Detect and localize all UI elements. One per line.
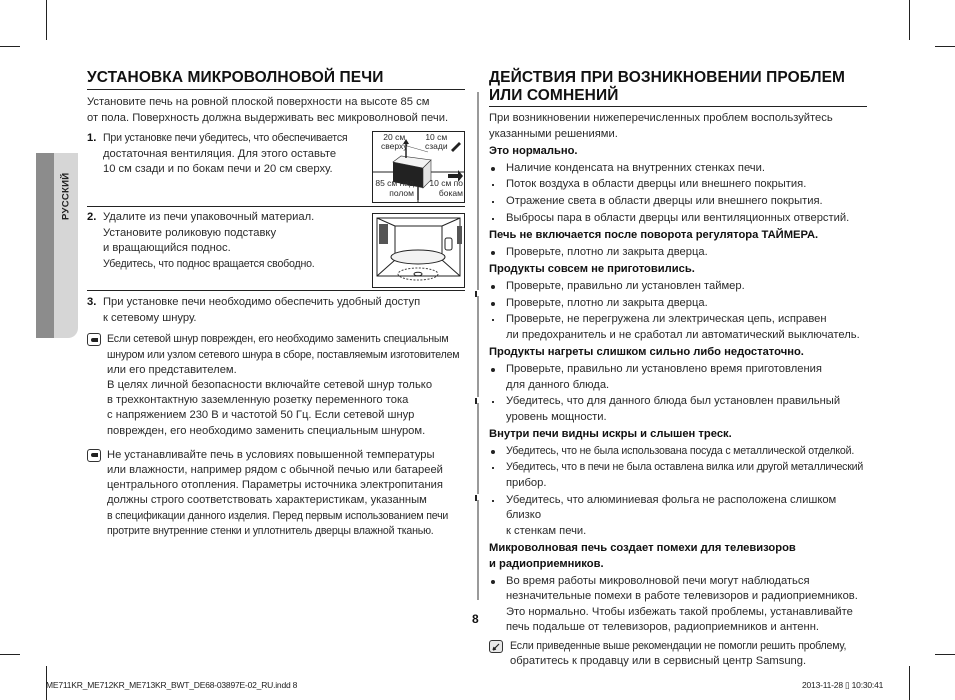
problem-section <box>489 144 867 226</box>
solution-line: Проверьте, правильно ли установлено время приготовления <box>506 362 822 375</box>
label-line: бокам <box>438 188 463 199</box>
solution-list <box>489 444 867 540</box>
note-line: должны строго соответствовать характеристикам, указанным <box>107 494 427 507</box>
step-line: Удалите из печи упаковочный материал. <box>103 211 315 224</box>
solution-line: Наличие конденсата на внутренних стенках печи. <box>506 161 765 174</box>
solution-line: Убедитесь, что алюминиевая фольга не расположена слишком близко <box>506 493 837 522</box>
solution-item <box>489 177 867 193</box>
solution-line: Проверьте, плотно ли закрыта дверца. <box>506 245 708 258</box>
note-line: или влажности, например рядом с обычной печью или батареей <box>107 464 443 476</box>
pointing-hand-icon <box>87 449 101 462</box>
solution-list <box>489 362 867 425</box>
note-line: протрите внутренние стенки и уплотнитель дверцы влажной тканью. <box>107 524 434 537</box>
oven-interior-svg <box>373 214 464 287</box>
turntable-tray <box>391 250 445 264</box>
solution-list <box>489 279 867 343</box>
problem-section <box>489 262 867 343</box>
language-tab-label: РУССКИЙ <box>60 172 72 220</box>
oven-frame <box>377 218 460 276</box>
label-back <box>425 133 448 151</box>
solution-item <box>489 493 867 540</box>
solution-line: Поток воздуха в области дверцы или внешнего покрытия. <box>506 178 807 191</box>
troubleshooting-list <box>489 144 867 636</box>
column-divider <box>477 92 479 600</box>
note-line: в спецификации данного изделия. Перед первым использованием печи <box>107 509 449 522</box>
service-note <box>489 639 867 669</box>
installation-step-3 <box>87 295 465 326</box>
label-line: 20 см <box>383 132 406 143</box>
solution-line: Во время работы микроволновой печи могут наблюдаться <box>506 574 810 587</box>
solution-item <box>489 161 867 177</box>
solution-item <box>489 279 867 295</box>
solution-line: Проверьте, правильно ли установлен таймер. <box>506 279 745 292</box>
pencil-glyph <box>491 642 501 652</box>
problem-heading: Продукты нагреты слишком сильно либо недостаточно. <box>489 346 804 359</box>
solution-item <box>489 194 867 210</box>
footer-filename: ME711KR_ME712KR_ME713KR_BWT_DE68-03897E-02_RU.indd 8 <box>46 680 298 690</box>
crop-mark <box>0 654 20 655</box>
power-cord-note <box>87 332 465 438</box>
troubleshooting-intro <box>489 111 867 142</box>
solution-line: для данного блюда. <box>506 378 610 391</box>
solution-line: Выбросы пара в области дверцы или вентиляционных отверстий. <box>506 211 850 224</box>
solution-list <box>489 574 867 636</box>
title-line: ДЕЙСТВИЯ ПРИ ВОЗНИКНОВЕНИИ ПРОБЛЕМ <box>489 69 846 86</box>
title-line: ИЛИ СОМНЕНИЙ <box>489 87 619 104</box>
note-line: обратитесь к продавцу или в сервисный центр Samsung. <box>510 655 807 668</box>
step-line: и вращающийся поднос. <box>103 242 231 255</box>
solution-item <box>489 211 867 227</box>
note-line: В целях личной безопасности включайте сетевой шнур только <box>107 378 433 391</box>
label-line: 10 см <box>425 132 448 143</box>
crop-mark <box>909 0 910 40</box>
oven-interior-turntable-diagram <box>372 213 465 288</box>
troubleshooting-title <box>489 69 867 107</box>
step-line: При установке печи убедитесь, что обеспечивается <box>103 132 348 145</box>
vent-grille <box>379 224 388 244</box>
problem-heading: Печь не включается после поворота регулятора ТАЙМЕРА. <box>489 229 819 242</box>
solution-line: печь подальше от телевизоров, радиоприемников и антенн. <box>506 621 819 634</box>
crop-mark <box>909 666 910 700</box>
note-pencil-icon <box>489 640 503 653</box>
solution-item <box>489 312 867 343</box>
crop-mark <box>935 46 955 47</box>
intro-line: указанными решениями. <box>489 127 618 140</box>
problem-section <box>489 427 867 539</box>
note-line: центрального отопления. Параметры источника электропитания <box>107 479 443 492</box>
solution-line: Проверьте, не перегружена ли электрическая цепь, исправен <box>506 313 827 326</box>
language-tab-dark-strip <box>36 153 54 338</box>
installation-section <box>87 69 465 539</box>
step-line: Убедитесь, что поднос вращается свободно. <box>103 257 315 270</box>
step-separator <box>87 206 465 207</box>
solution-item <box>489 574 867 636</box>
solution-list <box>489 245 867 261</box>
solution-list <box>489 161 867 226</box>
waveguide-cover <box>445 238 452 250</box>
label-line: сзади <box>425 141 448 152</box>
note-line: с напряжением 230 В и частотой 50 Гц. Если сетевой шнур <box>107 409 415 422</box>
problem-section <box>489 228 867 260</box>
placement-note <box>87 448 465 539</box>
solution-line: прибор. <box>506 477 547 490</box>
label-top <box>381 133 408 151</box>
step-line: При установке печи необходимо обеспечить удобный доступ <box>103 296 421 309</box>
ventilation-clearance-diagram <box>372 131 465 203</box>
solution-line: Проверьте, плотно ли закрыта дверца. <box>506 296 708 309</box>
step-number: 2. <box>87 211 97 224</box>
problem-heading: и радиоприемников. <box>489 558 604 571</box>
label-line: 10 см по <box>429 178 463 189</box>
crop-mark <box>935 654 955 655</box>
troubleshooting-section <box>489 69 867 669</box>
problem-heading: Микроволновая печь создает помехи для телевизоров <box>489 542 796 555</box>
step-number: 3. <box>87 296 97 309</box>
note-line: в трехконтактную заземленную розетку переменного тока <box>107 394 409 407</box>
intro-line: При возникновении нижеперечисленных проблем воспользуйтесь <box>489 112 833 124</box>
installation-intro <box>87 95 465 126</box>
step-number: 1. <box>87 132 97 145</box>
label-line: сверху <box>381 141 408 152</box>
note-line: поврежден, его необходимо заменить специальным шнуром. <box>107 424 426 437</box>
note-line: Не устанавливайте печь в условиях повышенной температуры <box>107 448 435 461</box>
coupler <box>414 272 422 276</box>
pointing-hand-icon <box>87 333 101 346</box>
problem-heading: Внутри печи видны искры и слышен треск. <box>489 428 732 441</box>
label-side <box>425 178 463 198</box>
crop-mark <box>0 46 20 47</box>
solution-item <box>489 394 867 425</box>
installation-title: УСТАНОВКА МИКРОВОЛНОВОЙ ПЕЧИ <box>87 69 465 90</box>
language-tab <box>36 153 78 338</box>
solution-line: к стенкам печи. <box>506 524 587 537</box>
step-line: Установите роликовую подставку <box>103 226 277 239</box>
intro-line: от пола. Поверхность должна выдерживать вес микроволновой печи. <box>87 111 449 124</box>
solution-item <box>489 460 867 491</box>
solution-line: уровень мощности. <box>506 410 607 423</box>
step-text <box>87 295 465 326</box>
problem-heading: Это нормально. <box>489 145 578 158</box>
label-floor <box>374 178 414 198</box>
solution-item <box>489 245 867 261</box>
solution-line: Убедитесь, что в печи не была оставлена вилка или другой металлический <box>506 461 864 474</box>
problem-section <box>489 345 867 425</box>
note-line: Если сетевой шнур поврежден, его необходимо заменить специальным <box>107 333 449 346</box>
solution-line: незначительные помехи в работе телевизоров и радиоприемников. <box>506 590 858 603</box>
label-line: 85 см над <box>375 178 414 189</box>
step-line: достаточная вентиляция. Для этого оставьте <box>103 147 337 160</box>
solution-line: Отражение света в области дверцы или внешнего покрытия. <box>506 194 823 207</box>
divider-tick <box>475 291 477 297</box>
note-line: или его представителем. <box>107 363 237 376</box>
problem-heading: Продукты совсем не приготовились. <box>489 263 695 276</box>
edge-line <box>442 218 460 226</box>
solution-line: Это нормально. Чтобы избежать такой проблемы, устанавливайте <box>506 605 853 618</box>
note-line: шнуром или узлом сетевого шнура в сборе, поставляемым изготовителем <box>107 348 460 361</box>
label-line: полом <box>389 188 414 199</box>
solution-item <box>489 444 867 460</box>
intro-line: Установите печь на ровной плоской поверхности на высоте 85 см <box>87 96 430 108</box>
divider-tick <box>475 398 477 404</box>
solution-item <box>489 296 867 312</box>
page-number: 8 <box>472 612 479 626</box>
installation-step-2 <box>87 210 465 290</box>
note-line: Если приведенные выше рекомендации не помогли решить проблему, <box>510 640 847 652</box>
solution-line: ли предохранитель и не сработал ли автоматический выключатель. <box>506 328 860 341</box>
crop-mark <box>46 0 47 40</box>
edge-line <box>442 260 460 276</box>
solution-line: Убедитесь, что не была использована посуда с металлической отделкой. <box>506 444 855 457</box>
installation-step-1 <box>87 131 465 206</box>
divider-tick <box>475 495 477 501</box>
vent-grille <box>457 226 462 244</box>
problem-section <box>489 541 867 636</box>
step-line: к сетевому шнуру. <box>103 311 197 324</box>
solution-line: Убедитесь, что для данного блюда был установлен правильный <box>506 395 841 408</box>
step-line: 10 см сзади и по бокам печи и 20 см сверху. <box>103 163 333 176</box>
step-separator <box>87 290 465 291</box>
edge-line <box>377 260 395 276</box>
solution-item <box>489 362 867 393</box>
footer-datetime: 2013-11-28 ▯ 10:30:41 <box>802 680 884 690</box>
roller-ring <box>398 268 438 280</box>
arrow-back-icon <box>451 142 461 152</box>
